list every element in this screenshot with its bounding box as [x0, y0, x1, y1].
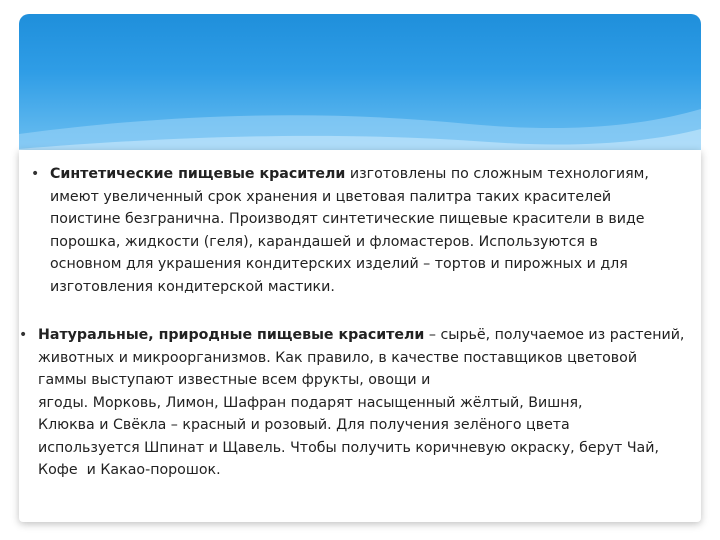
bullet-line: основном для украшения кондитерских изделий – тортов и пирожных и для: [50, 256, 628, 272]
bullet-line: изготовлены по сложным технологиям,: [345, 166, 649, 182]
bullet-line: – сырьё, получаемое из растений,: [424, 327, 685, 343]
bullet-line: гаммы выступают известные всем фрукты, овощи и: [38, 372, 431, 388]
bullet-line: ягоды. Морковь, Лимон, Шафран подарят насыщенный жёлтый, Вишня,: [38, 394, 583, 411]
bullet-marker: •: [31, 166, 40, 182]
bullet-line: изготовления кондитерской мастики.: [50, 278, 335, 295]
bullet-line: Клюква и Свёкла – красный и розовый. Для получения зелёного цвета: [38, 417, 570, 433]
bullet-line: имеют увеличенный срок хранения и цветовая палитра таких красителей: [50, 188, 612, 205]
bullet-lead: Натуральные, природные пищевые красители: [38, 327, 425, 343]
bullet-line: порошка, жидкости (геля), карандашей и фломастеров. Используются в: [50, 233, 598, 250]
bullet-line: Кофе и Какао-порошок.: [38, 462, 221, 478]
bullet-line: поистине безгранична. Производят синтетические пищевые красители в виде: [50, 211, 645, 227]
bullet-lead: Синтетические пищевые красители: [50, 166, 346, 182]
bullet-line: животных и микроорганизмов. Как правило, в качестве поставщиков цветовой: [38, 349, 638, 366]
bullet-line: используется Шпинат и Щавель. Чтобы получить коричневую окраску, берут Чай,: [38, 439, 659, 456]
bullet-marker: •: [19, 327, 28, 343]
bullet-synthetic: [31, 163, 690, 298]
bullet-natural: [19, 324, 698, 482]
